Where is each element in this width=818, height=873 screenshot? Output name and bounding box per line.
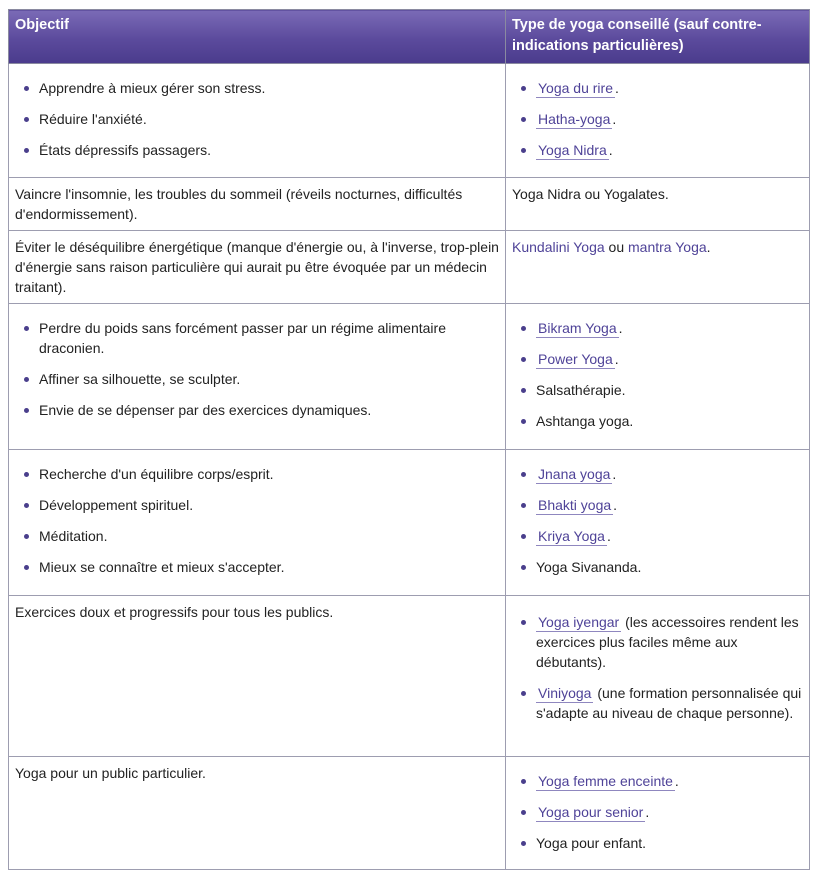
- list-item: Recherche d'un équilibre corps/esprit.: [15, 464, 499, 484]
- bullet-icon: [521, 148, 526, 153]
- bullet-icon: [24, 565, 29, 570]
- table-header-row: [9, 10, 810, 64]
- link-kriya-yoga[interactable]: Kriya Yoga: [538, 528, 605, 544]
- bullet-icon: [521, 691, 526, 696]
- list-item: Apprendre à mieux gérer son stress.: [15, 78, 499, 98]
- list-item: Yoga pour senior .: [512, 802, 803, 822]
- objective-cell: [9, 64, 506, 178]
- list-item: Yoga iyengar (les accessoires rendent les exercices plus faciles même aux débutants).: [512, 612, 803, 672]
- objective-cell: [9, 450, 506, 596]
- list-item: Yoga du rire .: [512, 78, 803, 98]
- list-item: Yoga Sivananda.: [512, 557, 803, 577]
- link-bhakti-yoga[interactable]: Bhakti yoga: [538, 497, 612, 513]
- list-item: Yoga Nidra .: [512, 140, 803, 160]
- header-objectif: Objectif: [9, 10, 506, 64]
- bullet-icon: [521, 388, 526, 393]
- bullet-icon: [24, 117, 29, 122]
- link-bikram-yoga[interactable]: Bikram Yoga: [538, 320, 617, 336]
- yoga-table: [8, 9, 810, 870]
- table-row: [9, 596, 810, 757]
- bullet-icon: [24, 503, 29, 508]
- bullet-icon: [24, 377, 29, 382]
- objective-cell: Yoga pour un public particulier.: [9, 757, 506, 870]
- objective-cell: Vaincre l'insomnie, les troubles du sommeil (réveils nocturnes, difficultés d'endormissement).: [9, 178, 506, 231]
- list-item: Power Yoga .: [512, 349, 803, 369]
- bullet-icon: [24, 326, 29, 331]
- link-yoga-femme-enceinte[interactable]: Yoga femme enceinte: [538, 773, 673, 789]
- bullet-icon: [521, 472, 526, 477]
- list-item: Perdre du poids sans forcément passer par un régime alimentaire draconien.: [15, 318, 499, 358]
- type-cell: [506, 596, 810, 757]
- type-cell: [506, 64, 810, 178]
- objective-cell: Éviter le déséquilibre énergétique (manque d'énergie ou, à l'inverse, trop-plein d'énergie sans raison particulière qui aurait pu être évoquée par un médecin traitant).: [9, 231, 506, 304]
- list-item: Réduire l'anxiété.: [15, 109, 499, 129]
- link-mantra-yoga[interactable]: mantra Yoga: [628, 239, 707, 255]
- list-item: Hatha-yoga .: [512, 109, 803, 129]
- bullet-icon: [24, 86, 29, 91]
- bullet-icon: [521, 565, 526, 570]
- bullet-icon: [24, 148, 29, 153]
- table-row: [9, 231, 810, 304]
- type-cell: [506, 450, 810, 596]
- type-list: [512, 78, 803, 160]
- bullet-icon: [521, 86, 526, 91]
- list-item: États dépressifs passagers.: [15, 140, 499, 160]
- list-item: Salsathérapie.: [512, 380, 803, 400]
- list-item: Envie de se dépenser par des exercices dynamiques.: [15, 400, 499, 420]
- objective-list: [15, 464, 499, 577]
- bullet-icon: [24, 472, 29, 477]
- table-row: [9, 450, 810, 596]
- objective-list: [15, 318, 499, 420]
- link-hatha-yoga[interactable]: Hatha-yoga: [538, 111, 611, 127]
- list-item: Affiner sa silhouette, se sculpter.: [15, 369, 499, 389]
- link-yoga-pour-senior[interactable]: Yoga pour senior: [538, 804, 644, 820]
- type-list: [512, 612, 803, 723]
- header-type-yoga: Type de yoga conseillé (sauf contre-indications particulières): [506, 10, 810, 64]
- objective-list: [15, 78, 499, 160]
- list-item: Méditation.: [15, 526, 499, 546]
- table-row: [9, 304, 810, 450]
- type-list: [512, 464, 803, 577]
- type-cell: Yoga Nidra ou Yogalates.: [506, 178, 810, 231]
- type-list: [512, 318, 803, 431]
- list-item: Jnana yoga .: [512, 464, 803, 484]
- link-power-yoga[interactable]: Power Yoga: [538, 351, 613, 367]
- list-item: Bhakti yoga .: [512, 495, 803, 515]
- list-item: Viniyoga (une formation personnalisée qui s'adapte au niveau de chaque personne).: [512, 683, 803, 723]
- link-viniyoga[interactable]: Viniyoga: [538, 685, 592, 701]
- link-yoga-iyengar[interactable]: Yoga iyengar: [538, 614, 620, 630]
- bullet-icon: [521, 117, 526, 122]
- type-cell: Kundalini Yoga ou mantra Yoga.: [506, 231, 810, 304]
- type-list: [512, 771, 803, 853]
- type-cell: [506, 304, 810, 450]
- bullet-icon: [521, 326, 526, 331]
- bullet-icon: [521, 810, 526, 815]
- list-item: Kriya Yoga .: [512, 526, 803, 546]
- table-row: [9, 757, 810, 870]
- objective-cell: [9, 304, 506, 450]
- objective-cell: Exercices doux et progressifs pour tous les publics.: [9, 596, 506, 757]
- link-kundalini-yoga[interactable]: Kundalini Yoga: [512, 239, 605, 255]
- table-row: [9, 64, 810, 178]
- list-item: Mieux se connaître et mieux s'accepter.: [15, 557, 499, 577]
- bullet-icon: [521, 620, 526, 625]
- list-item: Yoga pour enfant.: [512, 833, 803, 853]
- list-item: Ashtanga yoga.: [512, 411, 803, 431]
- bullet-icon: [521, 503, 526, 508]
- bullet-icon: [521, 779, 526, 784]
- list-item: Bikram Yoga .: [512, 318, 803, 338]
- bullet-icon: [521, 534, 526, 539]
- list-item: Développement spirituel.: [15, 495, 499, 515]
- list-item: Yoga femme enceinte .: [512, 771, 803, 791]
- bullet-icon: [24, 408, 29, 413]
- link-jnana-yoga[interactable]: Jnana yoga: [538, 466, 611, 482]
- bullet-icon: [521, 357, 526, 362]
- table-row: [9, 178, 810, 231]
- type-cell: [506, 757, 810, 870]
- bullet-icon: [521, 419, 526, 424]
- link-yoga-nidra[interactable]: Yoga Nidra: [538, 142, 607, 158]
- bullet-icon: [24, 534, 29, 539]
- link-yoga-du-rire[interactable]: Yoga du rire: [538, 80, 613, 96]
- bullet-icon: [521, 841, 526, 846]
